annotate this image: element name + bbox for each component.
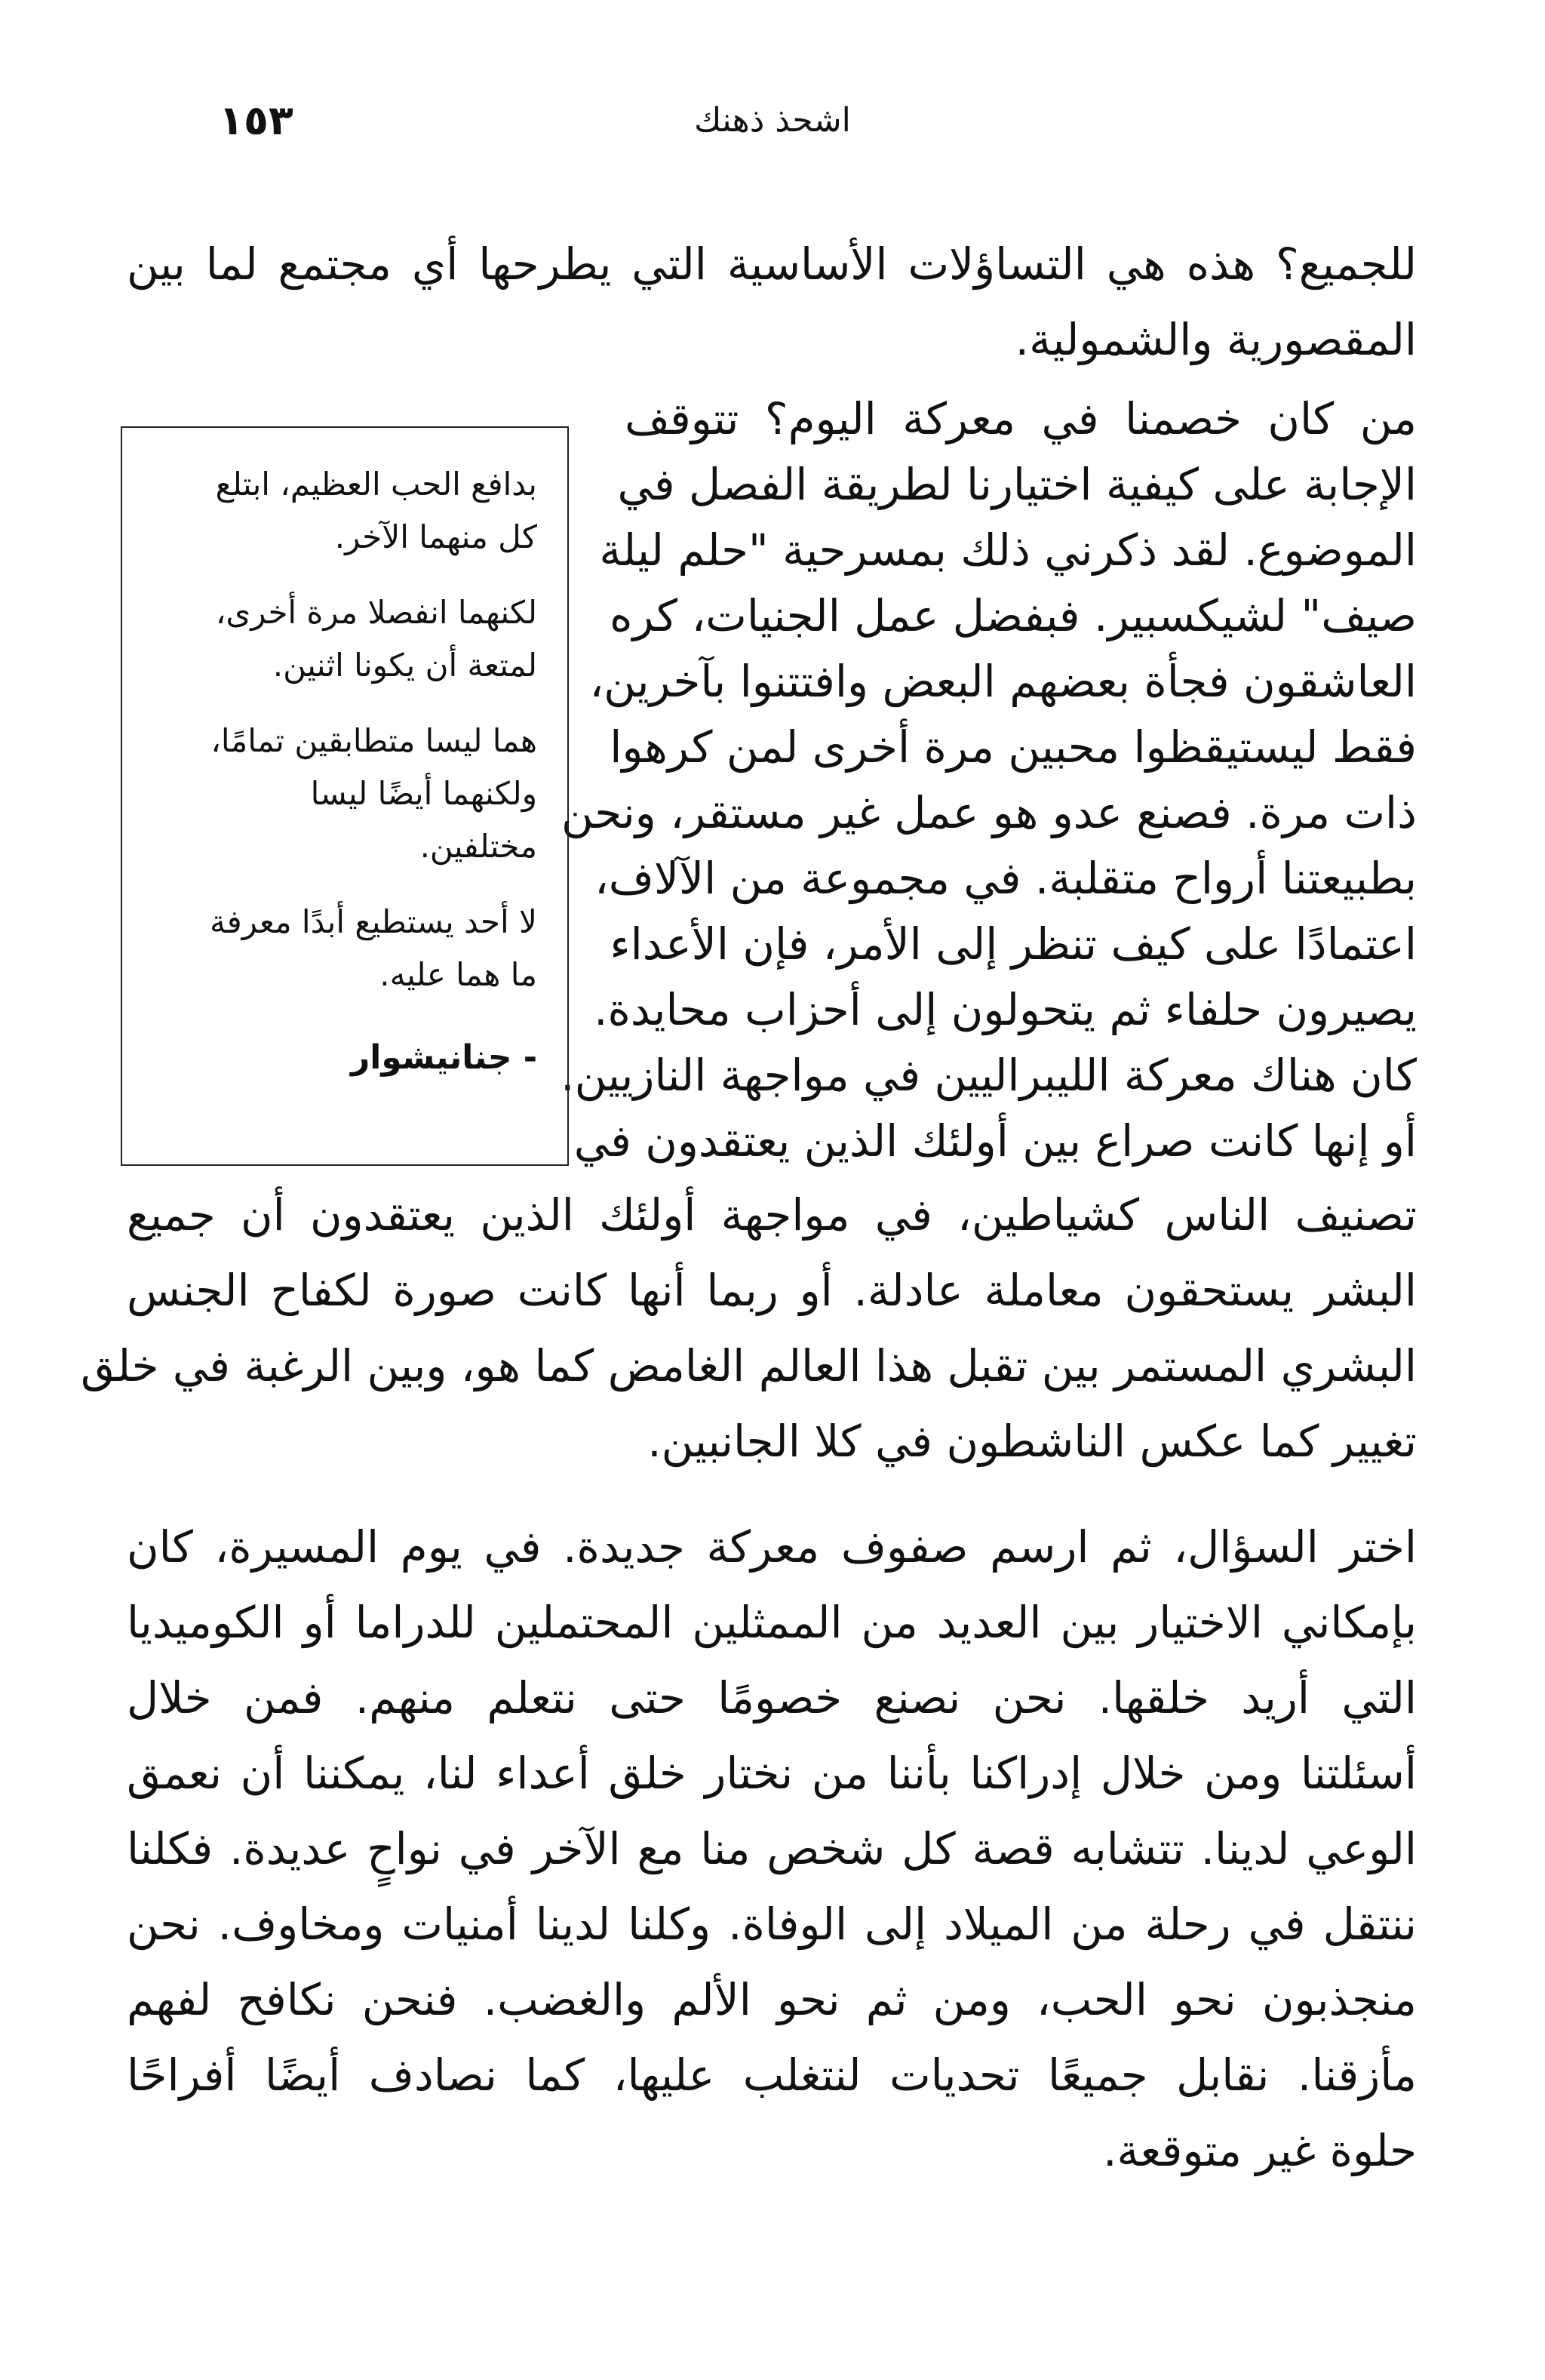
paragraph-3-line: بإمكاني الاختيار بين العديد من الممثلين المحتملين للدراما أو الكوميديا bbox=[127, 1597, 1417, 1648]
quote-line: كل منهما الآخر. bbox=[334, 518, 537, 555]
paragraph-2-line: فقط ليستيقظوا محبين مرة أخرى لمن كرهوا bbox=[610, 721, 1417, 773]
paragraph-2-line: بطبيعتنا أرواح متقلبة. في مجموعة من الآلاف، bbox=[594, 853, 1417, 904]
paragraph-3-line: الوعي لدينا. تتشابه قصة كل شخص منا مع الآخر في نواحٍ عديدة. فكلنا bbox=[127, 1823, 1417, 1874]
paragraph-2-line: أو إنها كانت صراع بين أولئك الذين يعتقدون في bbox=[573, 1115, 1417, 1167]
paragraph-2-line: اعتمادًا على كيف تنظر إلى الأمر، فإن الأعداء bbox=[610, 918, 1417, 970]
quote-line: بدافع الحب العظيم، ابتلع bbox=[215, 466, 537, 503]
paragraph-3-line: حلوة غير متوقعة. bbox=[1103, 2125, 1417, 2176]
quote-line: هما ليسا متطابقين تمامًا، bbox=[210, 722, 537, 759]
quote-line: لكنهما انفصلا مرة أخرى، bbox=[215, 594, 537, 631]
quote-line: ما هما عليه. bbox=[379, 956, 537, 993]
paragraph-2-line: تصنيف الناس كشياطين، في مواجهة أولئك الذين يعتقدون أن جميع bbox=[127, 1189, 1417, 1241]
page-number: ١٥٣ bbox=[219, 97, 293, 144]
paragraph-3-line: ننتقل في رحلة من الميلاد إلى الوفاة. وكلنا لدينا أمنيات ومخاوف. نحن bbox=[127, 1899, 1417, 1950]
paragraph-2-line: البشر يستحقون معاملة عادلة. أو ربما أنها كانت صورة لكفاح الجنس bbox=[127, 1265, 1417, 1316]
paragraph-2-line: البشري المستمر بين تقبل هذا العالم الغامض كما هو، وبين الرغبة في خلق bbox=[81, 1340, 1417, 1391]
paragraph-3-line: أسئلتنا ومن خلال إدراكنا بأننا من نختار خلق أعداء لنا، يمكننا أن نعمق bbox=[127, 1748, 1417, 1799]
quote-line: مختلفين. bbox=[419, 828, 537, 865]
quote-line: لمتعة أن يكونا اثنين. bbox=[272, 647, 537, 684]
paragraph-3-line: منجذبون نحو الحب، ومن ثم نحو الألم والغضب. فنحن نكافح لفهم bbox=[127, 1974, 1417, 2025]
paragraph-2-line: كان هناك معركة الليبراليين في مواجهة النازيين. bbox=[561, 1050, 1417, 1101]
paragraph-2-line: تغيير كما عكس الناشطون في كلا الجانبين. bbox=[647, 1416, 1417, 1467]
paragraph-3-line: مأزقنا. نقابل جميعًا تحديات لنتغلب عليها، كما نصادف أيضًا أفراحًا bbox=[127, 2049, 1417, 2101]
paragraph-3-line: اختر السؤال، ثم ارسم صفوف معركة جديدة. في يوم المسيرة، كان bbox=[127, 1521, 1417, 1573]
sidebar-quote-box bbox=[121, 426, 569, 1166]
paragraph-2-line: الإجابة على كيفية اختيارنا لطريقة الفصل في bbox=[617, 459, 1417, 510]
paragraph-2-line: الموضوع. لقد ذكرني ذلك بمسرحية "حلم ليلة bbox=[599, 524, 1417, 576]
paragraph-2-line: العاشقون فجأة بعضهم البعض وافتتنوا بآخرين، bbox=[589, 656, 1417, 707]
running-header-title: اشحذ ذهنك bbox=[694, 101, 851, 140]
paragraph-1-line: المقصورية والشمولية. bbox=[1015, 314, 1417, 365]
paragraph-2-line: يصيرون حلفاء ثم يتحولون إلى أحزاب محايدة. bbox=[594, 984, 1417, 1035]
quote-line: ولكنهما أيضًا ليسا bbox=[310, 775, 537, 812]
paragraph-2-line: من كان خصمنا في معركة اليوم؟ تتوقف bbox=[625, 393, 1417, 444]
paragraph-3-line: التي أريد خلقها. نحن نصنع خصومًا حتى نتعلم منهم. فمن خلال bbox=[127, 1672, 1417, 1724]
quote-line: لا أحد يستطيع أبدًا معرفة bbox=[210, 903, 537, 940]
paragraph-2-line: صيف" لشيكسبير. فبفضل عمل الجنيات، كره bbox=[610, 590, 1417, 641]
quote-author: - جنانيشوار bbox=[350, 1038, 537, 1077]
paragraph-2-line: ذات مرة. فصنع عدو هو عمل غير مستقر، ونحن bbox=[561, 787, 1417, 838]
paragraph-1-line: للجميع؟ هذه هي التساؤلات الأساسية التي يطرحها أي مجتمع لما بين bbox=[127, 238, 1417, 290]
